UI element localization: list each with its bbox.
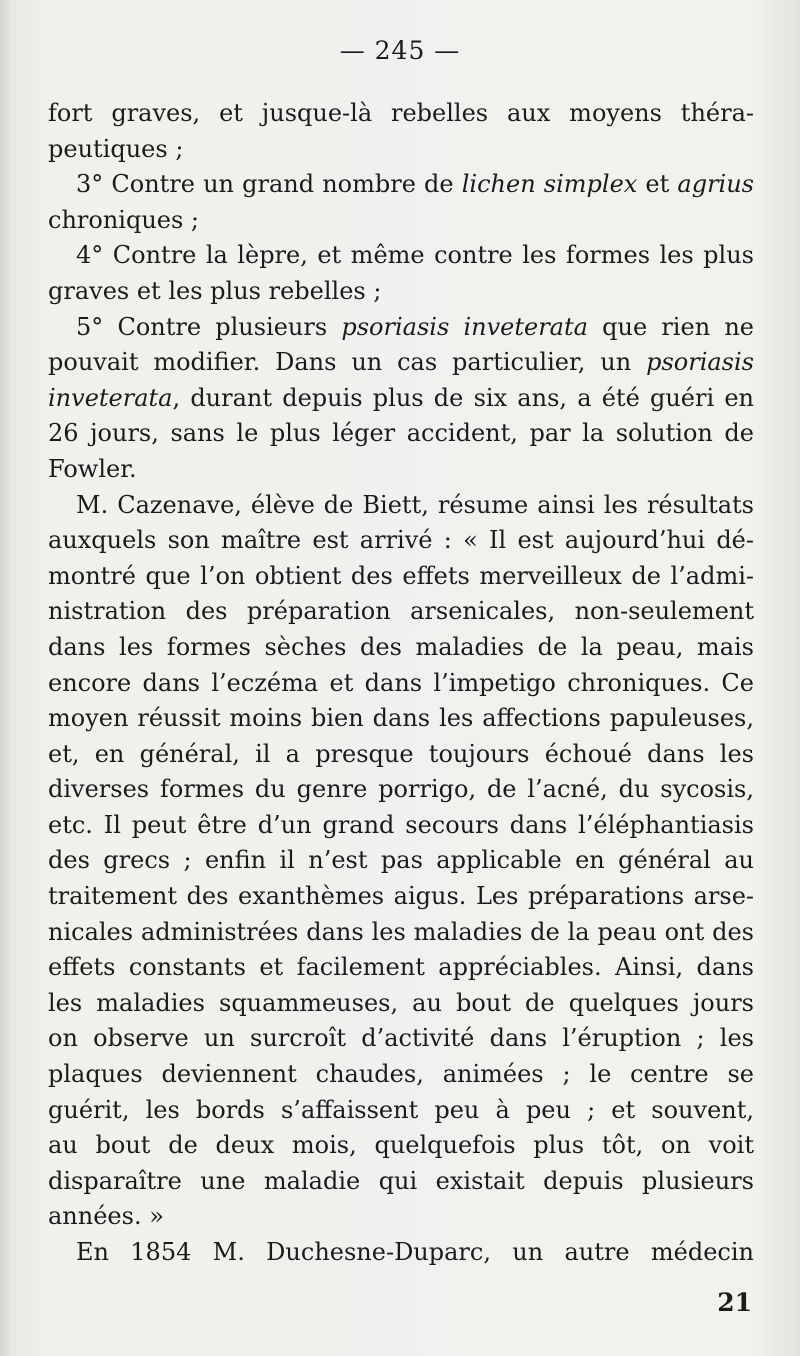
text-segment: 3° Contre un grand nombre de	[76, 170, 462, 199]
text-line: guérit, les bords s’affaissent peu à peu ; et souvent,	[48, 1095, 754, 1124]
text-line: traitement des exanthèmes aigus. Les préparations arse-	[48, 882, 754, 911]
page-edge-shadow	[0, 0, 12, 1356]
text-line: En 1854 M. Duchesne-Duparc, un autre médecin	[76, 1238, 754, 1266]
text-line: au bout de deux mois, quelquefois plus tôt, on voit	[48, 1131, 754, 1160]
text-line: peutiques ;	[48, 134, 184, 163]
text-line: M. Cazenave, élève de Biett, résume ainsi les résultats	[76, 490, 754, 519]
text-line: disparaître une maladie qui existait depuis plusieurs	[48, 1166, 754, 1195]
italic-term: psoriasis	[646, 348, 754, 377]
text-line: effets constants et facilement appréciables. Ainsi, dans	[48, 953, 754, 982]
body-text	[48, 96, 754, 1271]
text-line	[48, 310, 754, 346]
text-line: on observe un surcroît d’activité dans l’éruption ; les	[48, 1024, 754, 1053]
text-line: auxquels son maître est arrivé : « Il est aujourd’hui dé-	[48, 526, 754, 555]
text-line: Fowler.	[48, 454, 137, 483]
text-line: nistration des préparation arsenicales, non-seulement	[48, 597, 754, 626]
text-line	[48, 167, 754, 203]
text-segment: que rien ne	[587, 312, 754, 341]
italic-term: psoriasis inveterata	[341, 312, 588, 341]
text-segment: et	[637, 170, 678, 199]
text-line: des grecs ; enfin il n’est pas applicable en général au	[48, 846, 754, 875]
text-line: plaques deviennent chaudes, animées ; le centre se	[48, 1060, 754, 1089]
text-line: montré que l’on obtient des effets merveilleux de l’admi-	[48, 561, 754, 590]
text-line: diverses formes du genre porrigo, de l’acné, du sycosis,	[48, 775, 754, 804]
text-line: les maladies squammeuses, au bout de quelques jours	[48, 988, 754, 1017]
italic-term: lichen simplex	[461, 170, 638, 199]
text-line: graves et les plus rebelles ;	[48, 276, 382, 305]
text-line: et, en général, il a presque toujours échoué dans les	[48, 739, 754, 768]
text-segment: pouvait modifier. Dans un cas particulier, un	[48, 348, 647, 377]
text-line: dans les formes sèches des maladies de la peau, mais	[48, 632, 754, 661]
text-line: moyen réussit moins bien dans les affections papuleuses,	[48, 704, 754, 733]
text-line: nicales administrées dans les maladies de la peau ont des	[48, 917, 754, 946]
text-line: etc. Il peut être d’un grand secours dans l’éléphantiasis	[48, 810, 754, 839]
text-segment: , durant depuis plus de six ans, a été guéri en	[172, 383, 754, 412]
text-segment: 5° Contre plusieurs	[76, 312, 342, 341]
italic-term: agrius	[677, 170, 754, 199]
text-line: années. »	[48, 1202, 164, 1231]
page-number-header: — 245 —	[339, 36, 461, 65]
italic-term: inveterata	[48, 383, 173, 412]
text-line	[48, 345, 754, 381]
signature-mark: 21	[717, 1288, 752, 1317]
text-line: encore dans l’eczéma et dans l’impetigo chroniques. Ce	[48, 668, 754, 697]
text-line: 4° Contre la lèpre, et même contre les formes les plus	[76, 241, 754, 270]
text-line: fort graves, et jusque-là rebelles aux moyens théra-	[48, 99, 754, 127]
text-line	[48, 381, 754, 417]
text-line: chroniques ;	[48, 205, 200, 234]
text-line: 26 jours, sans le plus léger accident, par la solution de	[48, 419, 754, 448]
